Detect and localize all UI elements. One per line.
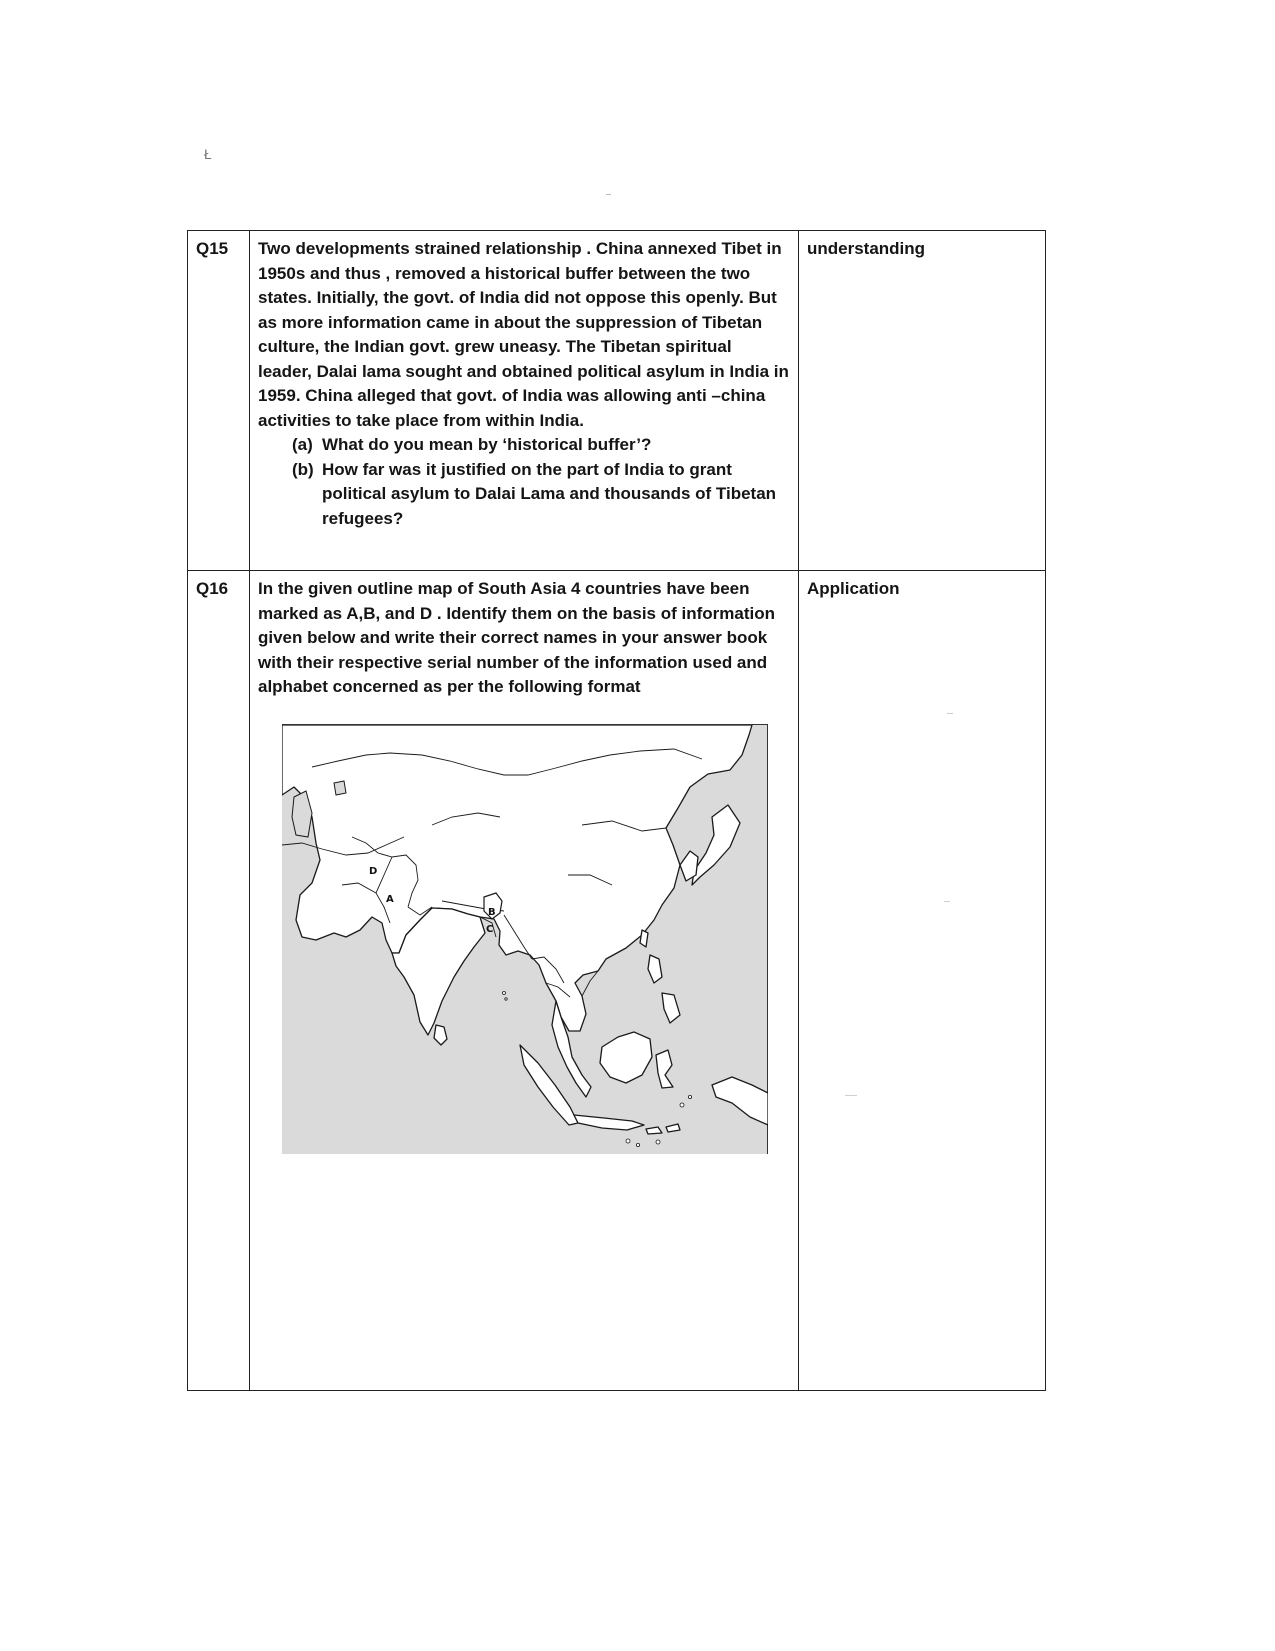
question-number: Q15 [188,231,250,571]
scan-artifact-mark: Ł [204,146,212,162]
scan-artifact-dot [606,194,611,195]
question-text-cell [250,231,799,571]
map-label-c: C [486,923,494,935]
cognitive-level: understanding [799,231,1046,571]
question-number: Q16 [188,571,250,1391]
question-paragraph: In the given outline map of South Asia 4 countries have been marked as A,B, and D . Identify them on the basis of information given below and write their correct names in your answer book with their respective serial number of the information used and alphabet concerned as per the following format [258,579,775,696]
map-label-a: A [386,893,394,905]
question-text-cell [250,571,799,1391]
map-drawing [282,725,768,1155]
land-outlines [282,725,768,1134]
aral-sea [334,781,346,795]
map-label-d: D [369,865,378,877]
map-label-b: B [488,906,496,918]
sub-question-marker: (b) [292,459,314,479]
sub-question-text: What do you mean by ‘historical buffer’? [322,435,652,454]
cognitive-level: Application [799,571,1046,1391]
outline-map-south-asia [282,724,768,1154]
question-table [187,230,1046,1391]
sub-question-b [292,458,790,532]
question-paragraph: Two developments strained relationship . China annexed Tibet in 1950s and thus , removed a historical buffer between the two states. Initially, the govt. of India did not oppose this openly. But as more information came in about the suppression of Tibetan culture, the Indian govt. grew uneasy. The Tibetan spiritual leader, Dalai lama sought and obtained political asylum in India in 1959. China alleged that govt. of India was allowing anti –china activities to take place from within India. [258,239,789,430]
sub-question-a [292,433,790,458]
sub-question-text: How far was it justified on the part of India to grant political asylum to Dalai Lama and thousands of Tibetan refugees? [322,459,777,528]
sub-question-marker: (a) [292,435,313,454]
question-row-q16 [188,571,1046,1391]
question-row-q15 [188,231,1046,571]
